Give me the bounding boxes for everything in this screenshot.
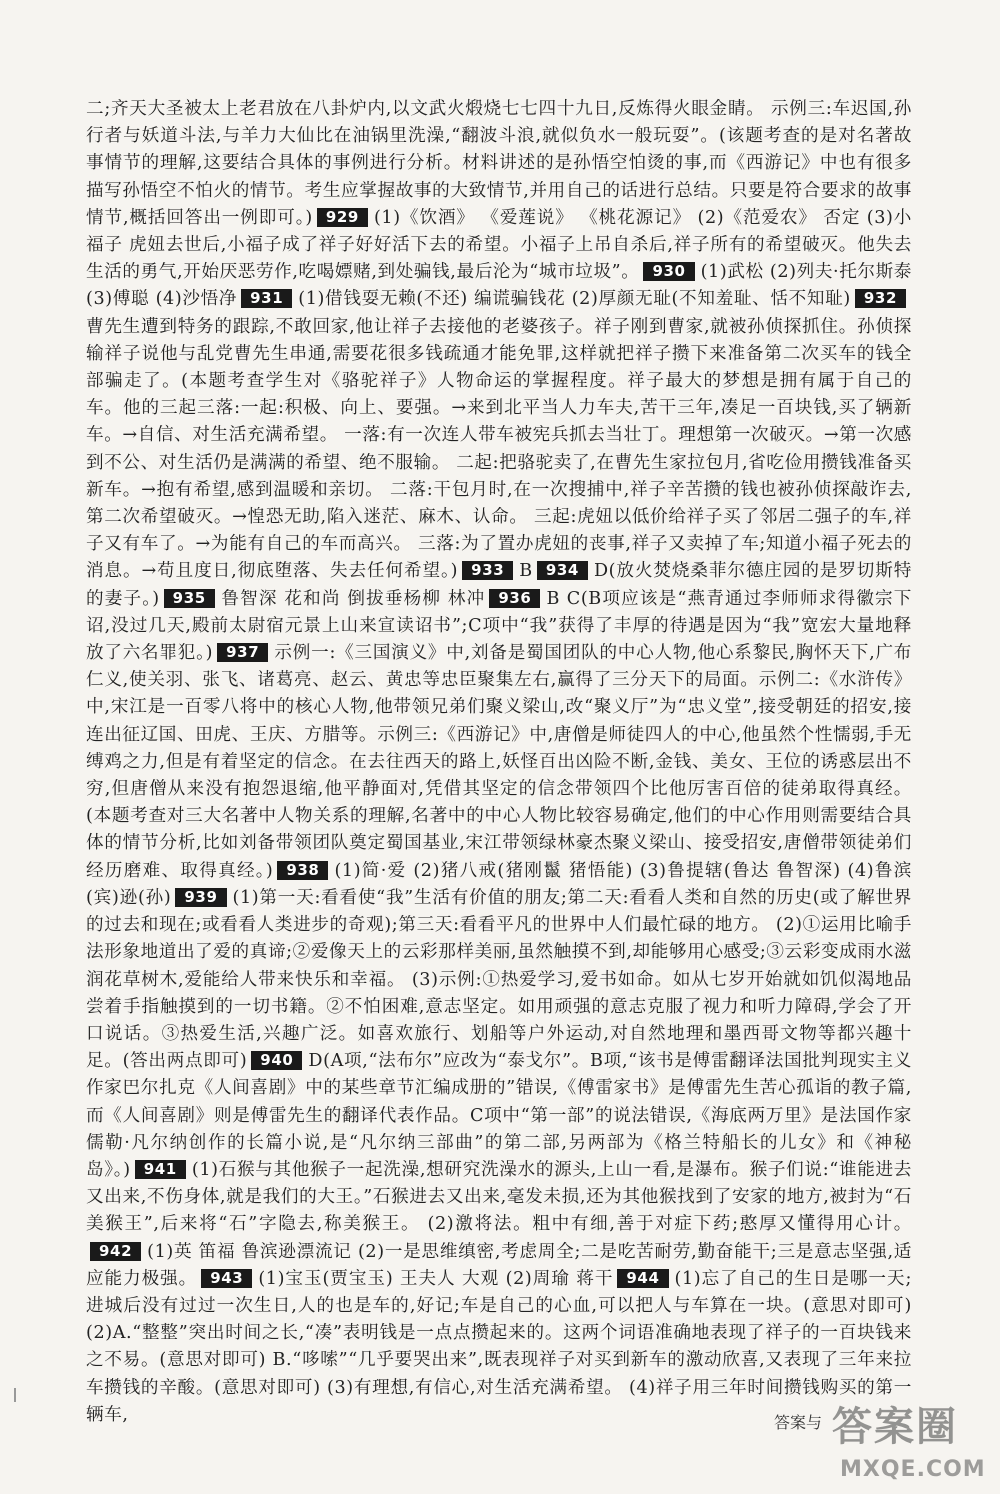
answer-text: (1)宝玉(贾宝玉) 王夫人 大观 (2)周瑜 蒋干 — [258, 1268, 614, 1289]
answer-text: 曹先生遭到特务的跟踪,不敢回家,他让祥子去接他的老婆孩子。祥子刚到曹家,就被孙侦探抓住。孙侦探输祥子说他与乱党曹先生串通,需要花很多钱疏通才能免罪,这样就把祥子攒下来准备第二次买车的钱全部骗走了。(本题考查学生对《骆驼祥子》人物命运的掌握程度。祥子最大的梦想是拥有属于自己的车。他的三起三落:一起:积极、向上、要强。→来到北平当人力车夫,苦干三年,凑足一百块钱,买了辆新车。→自信、对生活充满希望。 一落:有一次连人带车被宪兵抓去当壮丁。理想第一次破灭。→第一次感到不公、对生活仍是满满的希望、绝不服输。 二起:把骆驼卖了,在曹先生家拉包月,省吃俭用攒钱准备买新车。→抱有希望,感到温暖和亲切。 二落:干包月时,在一次搜捕中,祥子辛苦攒的钱也被孙侦探敲诈去,第二次希望破灭。→惶恐无助,陷入迷茫、麻木、认命。 三起:虎妞以低价给祥子买了邻居二强子的车,祥子又有车了。→为能有自己的车而高兴。 三落:为了置办虎妞的丧事,祥子又卖掉了车;知道小福子死去的消息。→苟且度日,彻底堕落、失去任何希望。) — [86, 316, 912, 582]
watermark-logo-text: 答案圈 — [832, 1404, 958, 1450]
scan-artifact — [14, 1388, 16, 1402]
question-number-badge: 934 — [537, 561, 588, 580]
answer-text: (1)简·爱 (2)猪八戒(猪刚鬣 猪悟能) (3)鲁提辖(鲁达 鲁智深) (4)鲁滨(宾)逊(孙) — [86, 860, 912, 908]
answer-text: (1)借钱耍无赖(不还) 编谎骗钱花 (2)厚颜无耻(不知羞耻、恬不知耻) — [298, 289, 851, 310]
page-footer-label: 答案与 — [774, 1413, 823, 1432]
question-number-badge: 929 — [317, 208, 368, 227]
answer-text-block — [86, 96, 912, 1429]
question-number-badge: 937 — [217, 643, 268, 662]
answer-text: (1)《饮酒》 《爱莲说》 《桃花源记》 (2)《范爱农》 否定 (3)小福子 虎妞去世后,小福子成了祥子好好活下去的希望。小福子上吊自杀后,祥子所有的希望破灭。他失去生活的勇气,开始厌恶劳作,吃喝嫖赌,到处骗钱,最后沦为“城市垃圾”。 — [86, 207, 912, 283]
answer-text: 示例一:《三国演义》中,刘备是蜀国团队的中心人物,他心系黎民,胸怀天下,广布仁义,使关羽、张飞、诸葛亮、赵云、黄忠等忠臣聚集左右,赢得了三分天下的局面。示例二:《水浒传》中,宋江是一百零八将中的核心人物,他带领兄弟们聚义梁山,改“聚义厅”为“忠义堂”,接受朝廷的招安,接连出征辽国、田虎、王庆、方腊等。示例三:《西游记》中,唐僧是师徒四人的中心,他虽然个性懦弱,手无缚鸡之力,但是有着坚定的信念。在去往西天的路上,妖怪百出凶险不断,金钱、美女、王位的诱惑层出不穷,但唐僧从来没有抱怨退缩,他平静面对,凭借其坚定的信念带领四个比他厉害百倍的徒弟取得真经。(本题考查对三大名著中人物关系的理解,名著中的中心人物比较容易确定,他们的中心作用则需要结合具体的情节分析,比如刘备带领团队奠定蜀国基业,宋江带领绿林豪杰聚义梁山、接受招安,唐僧带领徒弟们经历磨难、取得真经。) — [86, 643, 912, 881]
answer-text: B — [519, 561, 533, 582]
question-number-badge: 930 — [643, 262, 694, 281]
answer-text: 鲁智深 花和尚 倒拔垂杨柳 林冲 — [220, 588, 486, 609]
question-number-badge: 944 — [617, 1269, 668, 1288]
question-number-badge: 938 — [277, 861, 328, 880]
question-number-badge: 939 — [175, 888, 226, 907]
question-number-badge: 942 — [90, 1242, 141, 1261]
question-number-badge: 932 — [855, 289, 906, 308]
answer-text: D(放火焚烧桑菲尔德庄园的是罗切斯特的妻子。) — [86, 561, 912, 609]
question-number-badge: 936 — [489, 589, 540, 608]
question-number-badge: 940 — [251, 1051, 302, 1070]
answer-text: (1)忘了自己的生日是哪一天;进城后没有过过一次生日,人的也是车的,好记;车是自己的心血,可以把人与车算在一块。(意思对即可) (2)A.“整整”突出时间之长,“凑”表明钱是一点点攒起来的。这两个词语准确地表现了祥子的一百块钱来之不易。(意思对即可) B.“哆嗦”“几乎要哭出来”,既表现祥子对买到新车的激动欣喜,又表现了三年来拉车攒钱的辛酸。(意思对即可) (3)有理想,有信心,对生活充满希望。 (4)祥子用三年时间攒钱购买的第一辆车, — [86, 1268, 912, 1425]
answer-text: (1)英 笛福 鲁滨逊漂流记 (2)一是思维缜密,考虑周全;二是吃苦耐劳,勤奋能干;三是意志坚强,适应能力极强。 — [86, 1241, 912, 1289]
question-number-badge: 941 — [135, 1160, 186, 1179]
question-number-badge: 933 — [462, 561, 513, 580]
question-number-badge: 943 — [201, 1269, 252, 1288]
answer-text: B C(B项应该是“燕青通过李师师求得徽宗下诏,没过几天,殿前太尉宿元景上山来宣读诏书”;C项中“我”获得了丰厚的待遇是因为“我”宽宏大量地释放了六名罪犯。) — [86, 588, 912, 664]
answer-text: (1)第一天:看看使“我”生活有价值的朋友;第二天:看看人类和自然的历史(或了解世界的过去和现在;或看看人类进步的奇观);第三天:看看平凡的世界中人们最忙碌的地方。 (2)①运用比喻手法形象地道出了爱的真谛;②爱像天上的云彩那样美丽,虽然触摸不到,却能够用心感受;③云彩变成雨水滋润花草树木,爱能给人带来快乐和幸福。 (3)示例:①热爱学习,爱书如命。如从七岁开始就如饥似渴地品尝着手指触摸到的一切书籍。②不怕困难,意志坚定。如用顽强的意志克服了视力和听力障碍,学会了开口说话。③热爱生活,兴趣广泛。如喜欢旅行、划船等户外运动,对自然地理和墨西哥文物等都兴趣十足。(答出两点即可) — [86, 887, 913, 1072]
answer-text: 二;齐天大圣被太上老君放在八卦炉内,以文武火煅烧七七四十九日,反炼得火眼金睛。 示例三:车迟国,孙行者与妖道斗法,与羊力大仙比在油锅里洗澡,“翻波斗浪,就似负水一般玩耍”。(该题考查的是对名著故事情节的理解,这要结合具体的事例进行分析。材料讲述的是孙悟空怕烫的事,而《西游记》中也有很多描写孙悟空不怕火的情节。考生应掌握故事的大致情节,并用自己的话进行总结。只要是符合要求的故事情节,概括回答出一例即可。) — [86, 99, 912, 228]
question-number-badge: 931 — [241, 289, 292, 308]
answer-text: (1)武松 (2)列夫·托尔斯泰 (3)傅聪 (4)沙悟净 — [86, 262, 912, 310]
question-number-badge: 935 — [164, 589, 215, 608]
watermark-url: MXQE.COM — [840, 1457, 986, 1482]
answer-text: D(A项,“法布尔”应改为“泰戈尔”。B项,“该书是傅雷翻译法国批判现实主义作家巴尔扎克《人间喜剧》中的某些章节汇编成册的”错误,《傅雷家书》是傅雷先生苦心孤诣的教子篇,而《人间喜剧》则是傅雷先生的翻译代表作品。C项中“第一部”的说法错误,《海底两万里》是法国作家儒勒·凡尔纳创作的长篇小说,是“凡尔纳三部曲”的第二部,另两部为《格兰特船长的儿女》和《神秘岛》。) — [86, 1051, 912, 1180]
watermark-logo — [830, 1395, 1000, 1485]
answer-text: (1)石猴与其他猴子一起洗澡,想研究洗澡水的源头,上山一看,是瀑布。猴子们说:“谁能进去又出来,不伤身体,就是我们的大王。”石猴进去又出来,毫发未损,还为其他猴找到了安家的地方,被封为“石美猴王”,后来将“石”字隐去,称美猴王。 (2)激将法。粗中有细,善于对症下药;憨厚又懂得用心计。 — [86, 1159, 912, 1235]
